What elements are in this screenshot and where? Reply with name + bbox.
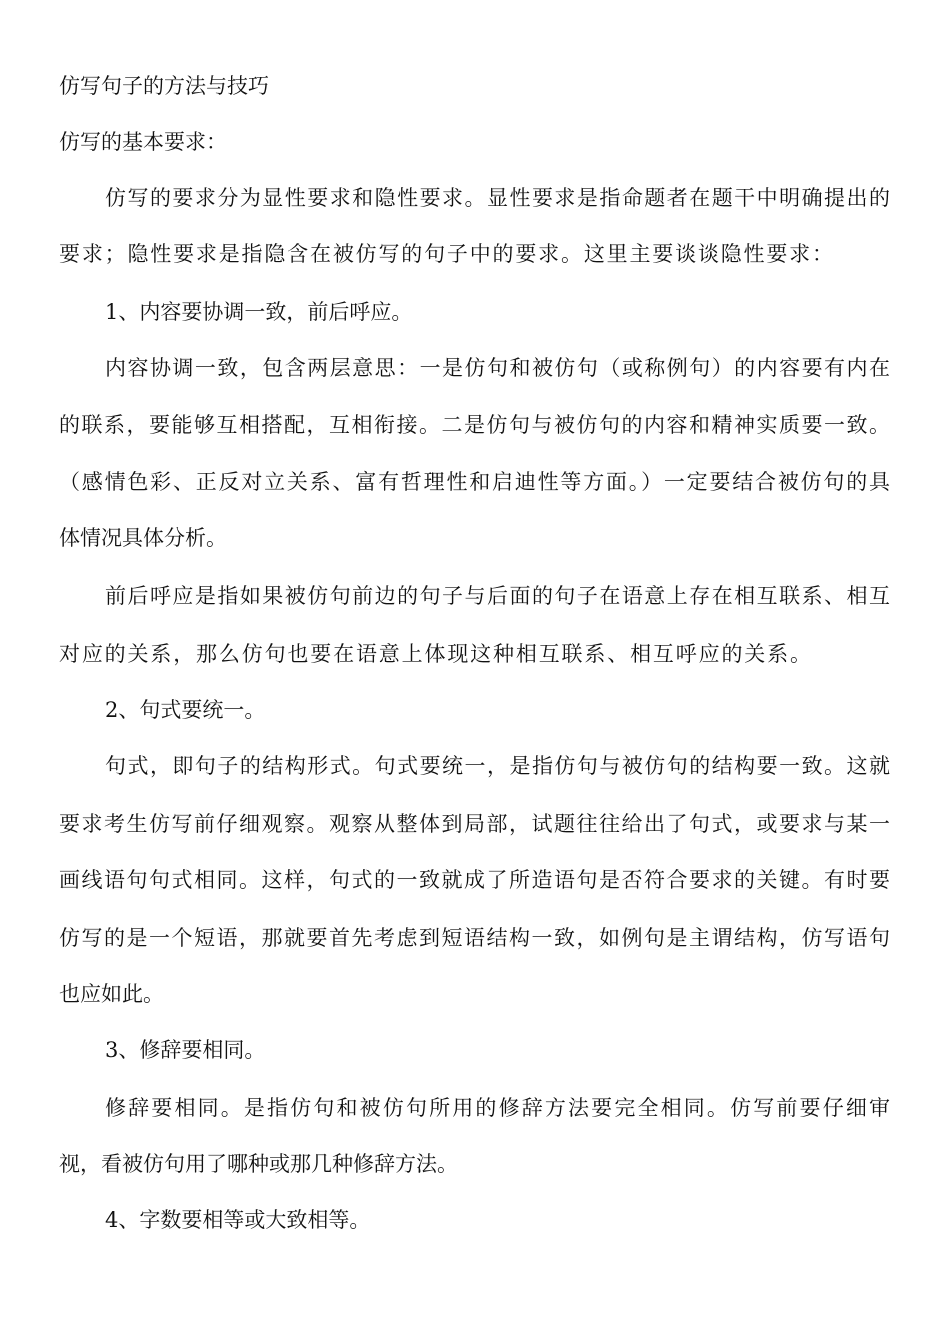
paragraph-line: 要求考生仿写前仔细观察。观察从整体到局部，试题往往给出了句式，或要求与某一: [59, 812, 890, 836]
document-title: 仿写句子的方法与技巧: [59, 74, 269, 98]
paragraph-line: 句式，即句子的结构形式。句式要统一，是指仿句与被仿句的结构要一致。这就: [105, 754, 890, 778]
paragraph-line: 视，看被仿句用了哪种或那几种修辞方法。: [59, 1152, 458, 1176]
paragraph-line: 画线语句句式相同。这样，句式的一致就成了所造语句是否符合要求的关键。有时要: [59, 868, 890, 892]
paragraph-line: 仿写的要求分为显性要求和隐性要求。显性要求是指命题者在题干中明确提出的: [105, 186, 890, 210]
paragraph-line: 内容协调一致，包含两层意思：一是仿句和被仿句（或称例句）的内容要有内在: [105, 356, 890, 380]
point-2-heading: 2、句式要统一。: [105, 698, 266, 722]
point-3-heading: 3、修辞要相同。: [105, 1038, 266, 1062]
paragraph-line: 对应的关系，那么仿句也要在语意上体现这种相互联系、相互呼应的关系。: [59, 642, 811, 666]
paragraph-line: （感情色彩、正反对立关系、富有哲理性和启迪性等方面。）一定要结合被仿句的具: [59, 470, 890, 494]
point-1-heading: 1、内容要协调一致，前后呼应。: [105, 300, 413, 324]
paragraph-line: 的联系，要能够互相搭配，互相衔接。二是仿句与被仿句的内容和精神实质要一致。: [59, 413, 890, 437]
paragraph-line: 要求；隐性要求是指隐含在被仿写的句子中的要求。这里主要谈谈隐性要求：: [59, 242, 833, 266]
paragraph-line: 修辞要相同。是指仿句和被仿句所用的修辞方法要完全相同。仿写前要仔细审: [105, 1096, 890, 1120]
paragraph-line: 也应如此。: [59, 982, 164, 1006]
paragraph-line: 仿写的是一个短语，那就要首先考虑到短语结构一致，如例句是主谓结构，仿写语句: [59, 926, 890, 950]
section-heading: 仿写的基本要求：: [59, 130, 227, 154]
paragraph-line: 体情况具体分析。: [59, 526, 227, 550]
paragraph-line: 前后呼应是指如果被仿句前边的句子与后面的句子在语意上存在相互联系、相互: [105, 584, 890, 608]
point-4-heading: 4、字数要相等或大致相等。: [105, 1208, 371, 1232]
